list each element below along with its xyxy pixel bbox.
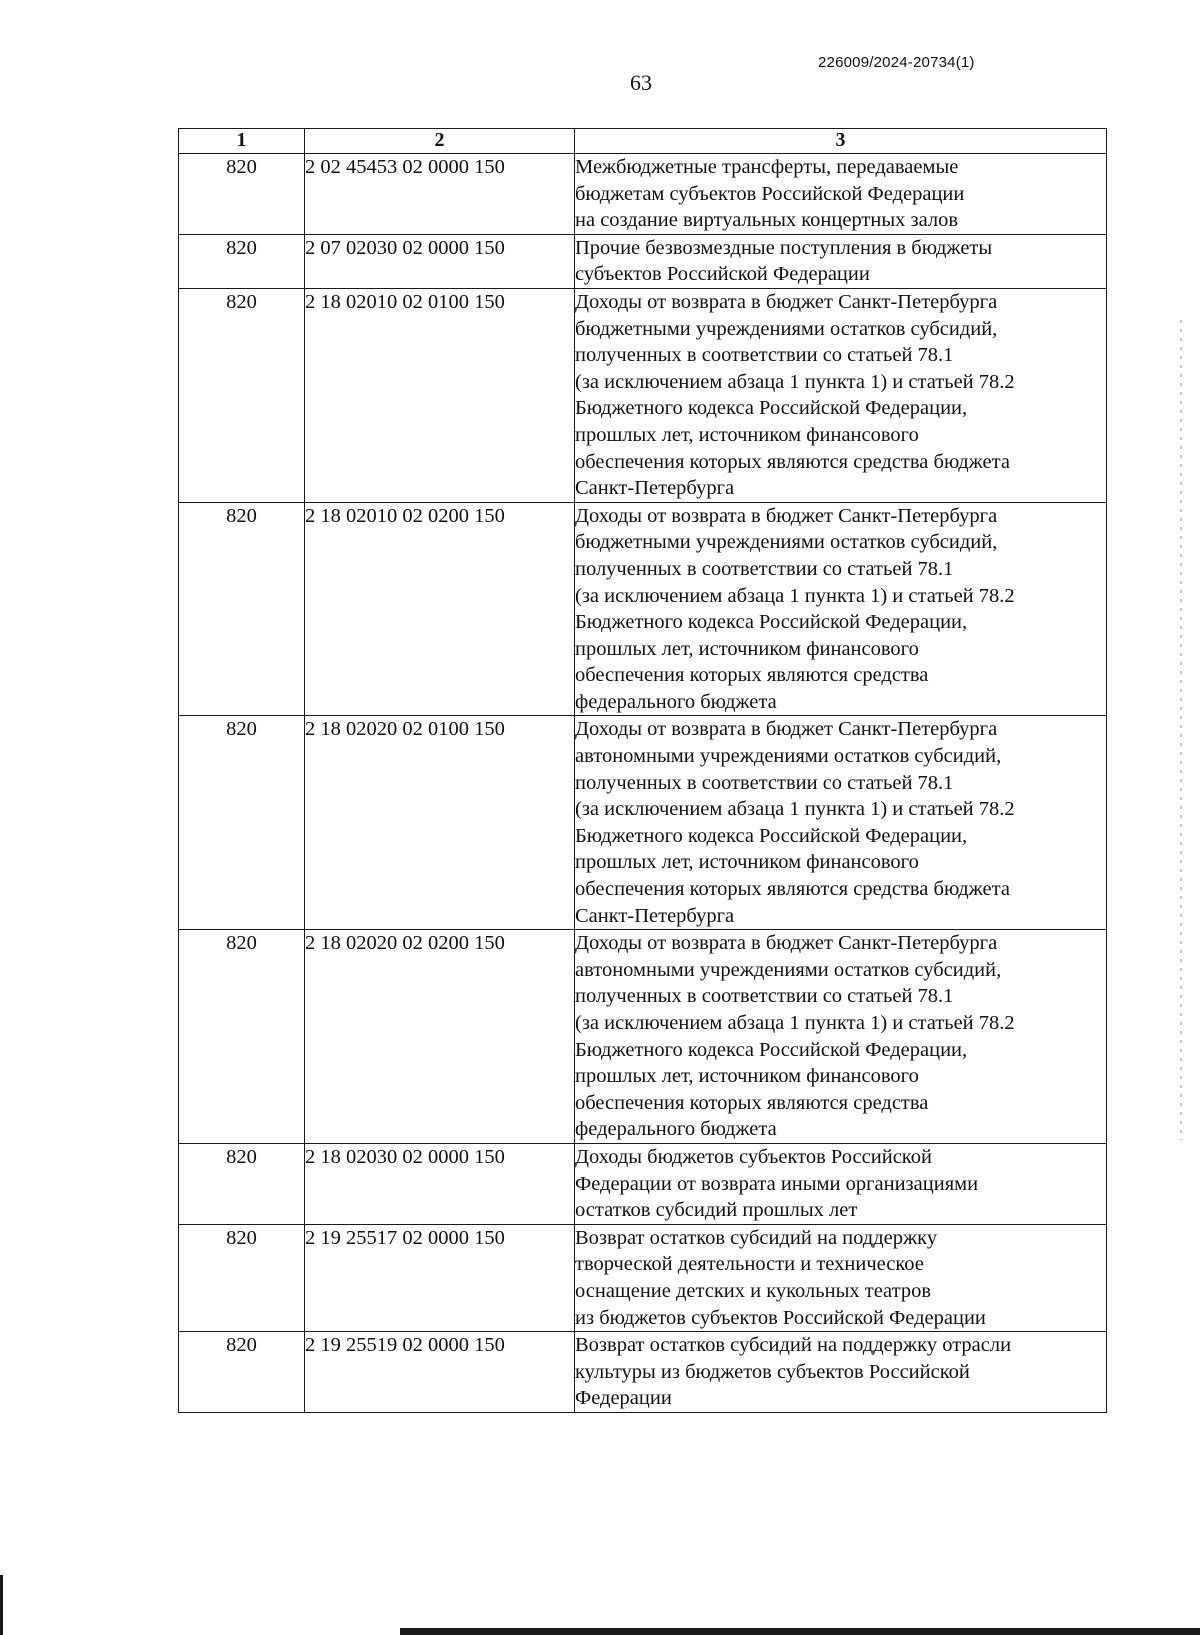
admin-code-cell: 820 bbox=[179, 234, 305, 288]
revenue-name-cell: Доходы бюджетов субъектов Российской Федерации от возврата иными организациями остатков субсидий прошлых лет bbox=[575, 1143, 1107, 1224]
table-row bbox=[179, 288, 1107, 502]
revenue-code-cell: 2 02 45453 02 0000 150 bbox=[305, 154, 575, 235]
admin-code-cell: 820 bbox=[179, 1224, 305, 1331]
page-number: 63 bbox=[630, 70, 652, 95]
table-row bbox=[179, 154, 1107, 235]
revenue-name-cell: Доходы от возврата в бюджет Санкт-Петербурга бюджетными учреждениями остатков субсидий, полученных в соответствии со статьей 78.1 (за исключением абзаца 1 пункта 1) и статьей 78.2 Бюджетного кодекса Российской Федерации, прошлых лет, источником финансового обеспечения которых являются средства федерального бюджета bbox=[575, 502, 1107, 716]
revenue-name-cell: Прочие безвозмездные поступления в бюджеты субъектов Российской Федерации bbox=[575, 234, 1107, 288]
admin-code-cell: 820 bbox=[179, 1332, 305, 1413]
scan-edge-line-left bbox=[0, 1575, 3, 1635]
revenue-code-cell: 2 18 02030 02 0000 150 bbox=[305, 1143, 575, 1224]
admin-code-cell: 820 bbox=[179, 502, 305, 716]
table-row bbox=[179, 716, 1107, 930]
document-number: 226009/2024-20734(1) bbox=[818, 54, 975, 71]
revenue-name-cell: Возврат остатков субсидий на поддержку отрасли культуры из бюджетов субъектов Российской Федерации bbox=[575, 1332, 1107, 1413]
scan-edge-line-bottom bbox=[400, 1628, 1200, 1635]
admin-code-cell: 820 bbox=[179, 930, 305, 1144]
revenue-name-cell: Доходы от возврата в бюджет Санкт-Петербурга бюджетными учреждениями остатков субсидий, полученных в соответствии со статьей 78.1 (за исключением абзаца 1 пункта 1) и статьей 78.2 Бюджетного кодекса Российской Федерации, прошлых лет, источником финансового обеспечения которых являются средства бюджета Санкт-Петербурга bbox=[575, 288, 1107, 502]
revenue-name-cell: Доходы от возврата в бюджет Санкт-Петербурга автономными учреждениями остатков субсидий, полученных в соответствии со статьей 78.1 (за исключением абзаца 1 пункта 1) и статьей 78.2 Бюджетного кодекса Российской Федерации, прошлых лет, источником финансового обеспечения которых являются средства бюджета Санкт-Петербурга bbox=[575, 716, 1107, 930]
revenue-code-cell: 2 19 25519 02 0000 150 bbox=[305, 1332, 575, 1413]
revenue-codes-table bbox=[178, 128, 1107, 1413]
column-header-2: 2 bbox=[305, 129, 575, 154]
revenue-code-cell: 2 18 02020 02 0100 150 bbox=[305, 716, 575, 930]
admin-code-cell: 820 bbox=[179, 716, 305, 930]
table-row bbox=[179, 1224, 1107, 1331]
column-header-3: 3 bbox=[575, 129, 1107, 154]
admin-code-cell: 820 bbox=[179, 1143, 305, 1224]
revenue-code-cell: 2 18 02020 02 0200 150 bbox=[305, 930, 575, 1144]
admin-code-cell: 820 bbox=[179, 288, 305, 502]
revenue-code-cell: 2 07 02030 02 0000 150 bbox=[305, 234, 575, 288]
revenue-code-cell: 2 18 02010 02 0100 150 bbox=[305, 288, 575, 502]
table-row bbox=[179, 1143, 1107, 1224]
admin-code-cell: 820 bbox=[179, 154, 305, 235]
table-row bbox=[179, 502, 1107, 716]
revenue-code-cell: 2 18 02010 02 0200 150 bbox=[305, 502, 575, 716]
column-header-1: 1 bbox=[179, 129, 305, 154]
revenue-name-cell: Возврат остатков субсидий на поддержку творческой деятельности и техническое оснащение детских и кукольных театров из бюджетов субъектов Российской Федерации bbox=[575, 1224, 1107, 1331]
table-header-row bbox=[179, 129, 1107, 154]
revenue-code-cell: 2 19 25517 02 0000 150 bbox=[305, 1224, 575, 1331]
scan-edge-marks bbox=[1180, 320, 1182, 1140]
revenue-name-cell: Межбюджетные трансферты, передаваемые бюджетам субъектов Российской Федерации на создание виртуальных концертных залов bbox=[575, 154, 1107, 235]
revenue-name-cell: Доходы от возврата в бюджет Санкт-Петербурга автономными учреждениями остатков субсидий, полученных в соответствии со статьей 78.1 (за исключением абзаца 1 пункта 1) и статьей 78.2 Бюджетного кодекса Российской Федерации, прошлых лет, источником финансового обеспечения которых являются средства федерального бюджета bbox=[575, 930, 1107, 1144]
table-row bbox=[179, 1332, 1107, 1413]
table-row bbox=[179, 930, 1107, 1144]
table-row bbox=[179, 234, 1107, 288]
